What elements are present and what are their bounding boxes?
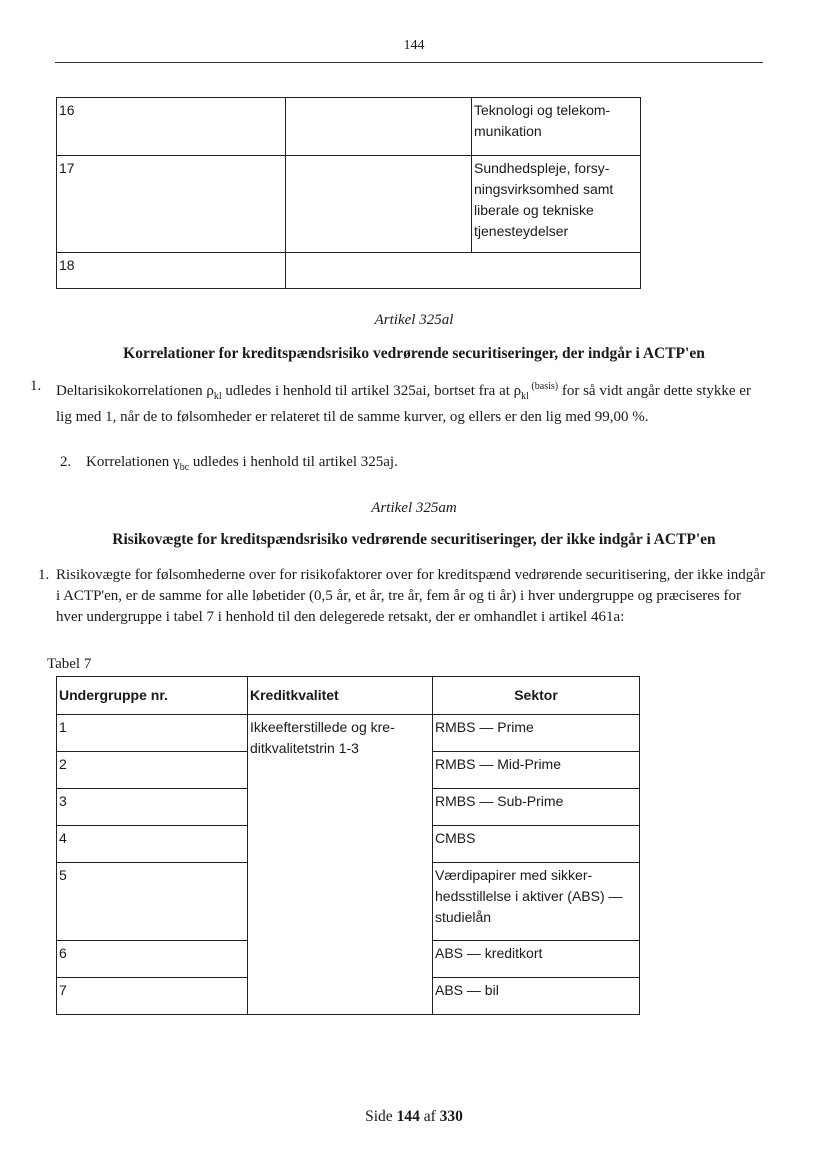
footer-text: af [419,1108,440,1125]
paragraph-number: 1. [30,378,42,394]
sector-cell: RMBS — Sub-Prime [433,789,640,826]
paragraph-text: udledes i henhold til artikel 325aj. [189,454,398,470]
group-number-cell: 16 [57,98,286,156]
page-footer [0,1108,828,1126]
sector-cell: Værdipapirer med sikker-hedsstillelse i aktiver (ABS) — studielån [433,863,640,941]
article-title: Artikel 325am [371,500,457,516]
page-number: 144 [403,38,425,53]
subscript: kl [521,391,529,402]
sector-cell: RMBS — Mid-Prime [433,752,640,789]
table-row [57,253,641,289]
empty-cell [286,98,472,156]
article-heading: Risikovægte for kreditspændsrisiko vedrørende securitiseringer, der ikke indgår i ACTP'en [112,531,716,548]
table-row [57,98,641,156]
header-rule [55,62,763,63]
superscript: (basis) [528,381,559,392]
group-number-cell: 18 [57,253,286,289]
sector-cell: CMBS [433,826,640,863]
sector-cell: ABS — kreditkort [433,941,640,978]
empty-cell [286,253,641,289]
article-title: Artikel 325al [374,312,454,328]
paragraph-text: udledes i henhold til artikel 325ai, bortset fra at ρ [221,383,522,399]
paragraph-text: Korrelationen γ [86,454,180,470]
group-number-cell: 3 [57,789,248,826]
credit-quality-cell: Ikkeefterstillede og kre-ditkvalitetstrin 1-3 [248,715,433,1015]
paragraph-text: for så vidt angår dette stykke er lig med 1, når de to følsomheder er relateret til de samme kurver, og ellers er den lig med 99,00 %. [56,383,751,425]
subscript: kl [213,391,222,402]
group-number-cell: 4 [57,826,248,863]
group-number-cell: 2 [57,752,248,789]
column-header-group: Undergruppe nr. [57,677,248,715]
sector-cell: RMBS — Prime [433,715,640,752]
group-number-cell: 6 [57,941,248,978]
table-row [57,156,641,253]
group-number-cell: 1 [57,715,248,752]
paragraph-number: 1. [38,567,50,583]
empty-cell [286,156,472,253]
group-number-cell: 7 [57,978,248,1015]
table-label: Tabel 7 [47,656,92,672]
group-number-cell: 5 [57,863,248,941]
paragraph-text: Deltarisikokorrelationen ρ [56,383,214,399]
column-header-sector: Sektor [433,677,640,715]
subscript: bc [179,462,190,473]
sector-cell: Sundhedspleje, forsy-ningsvirksomhed samt liberale og tekniske tjenesteydelser [472,156,641,253]
paragraph-1 [38,565,768,628]
footer-total: 330 [439,1108,463,1125]
sector-table-continued [56,97,641,289]
paragraph-1 [30,376,768,428]
footer-page: 144 [396,1108,420,1125]
sector-cell: ABS — bil [433,978,640,1015]
article-heading: Korrelationer for kreditspændsrisiko vedrørende securitiseringer, der indgår i ACTP'en [123,345,705,362]
group-number-cell: 17 [57,156,286,253]
paragraph-number: 2. [60,454,72,470]
sector-cell: Teknologi og telekom-munikation [472,98,641,156]
table-row [57,715,640,752]
table-header-row [57,677,640,715]
footer-text: Side [365,1108,397,1125]
paragraph-2 [60,452,766,478]
paragraph-text: Risikovægte for følsomhederne over for risikofaktorer over for kreditspænd vedrørende securitisering, der ikke indgår i ACTP'en, er de samme for alle løbetider (0,5 år, et år, tre år, fem år og ti år) i hver undergruppe og præciseres for hver undergruppe i tabel 7 i henhold til den delegerede retsakt, der er omhandlet i artikel 461a: [56,567,765,625]
column-header-quality: Kreditkvalitet [248,677,433,715]
table-7 [56,676,640,1015]
